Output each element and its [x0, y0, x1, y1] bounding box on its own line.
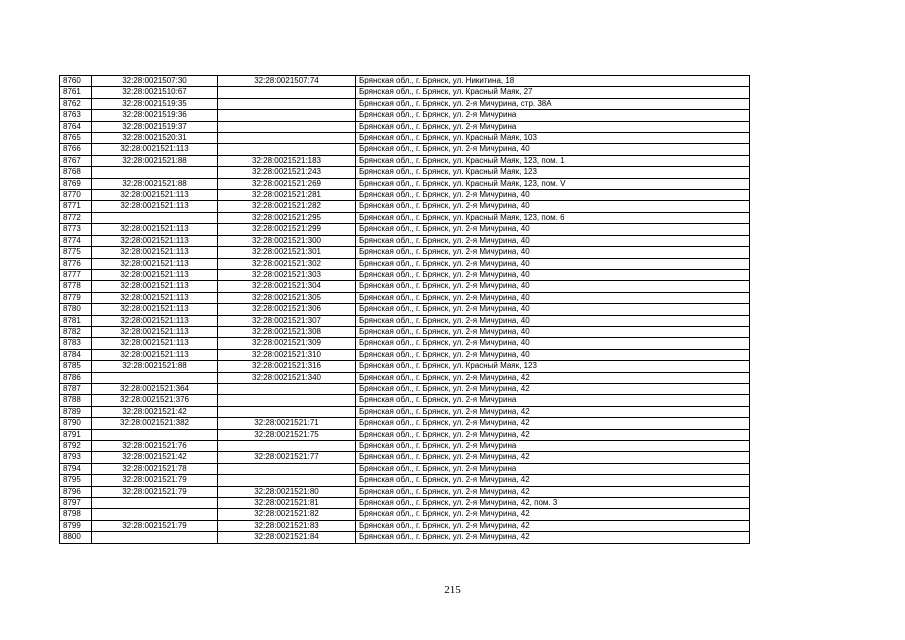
table-row: [60, 532, 750, 543]
row-number-cell: 8791: [60, 429, 92, 440]
building-cadastral-number-cell: 32:28:0021521:81: [218, 498, 356, 509]
address-cell: Брянская обл., г. Брянск, ул. 2-я Мичурина, 40: [356, 201, 750, 212]
row-number-cell: 8779: [60, 292, 92, 303]
parcel-cadastral-number-cell: 32:28:0021521:88: [92, 178, 218, 189]
table-row: [60, 178, 750, 189]
parcel-cadastral-number-cell: 32:28:0021521:113: [92, 190, 218, 201]
row-number-cell: 8771: [60, 201, 92, 212]
table-row: [60, 441, 750, 452]
row-number-cell: 8789: [60, 406, 92, 417]
building-cadastral-number-cell: 32:28:0021521:305: [218, 292, 356, 303]
row-number-cell: 8778: [60, 281, 92, 292]
parcel-cadastral-number-cell: 32:28:0021521:382: [92, 418, 218, 429]
building-cadastral-number-cell: [218, 133, 356, 144]
parcel-cadastral-number-cell: 32:28:0021521:364: [92, 383, 218, 394]
building-cadastral-number-cell: 32:28:0021521:340: [218, 372, 356, 383]
address-cell: Брянская обл., г. Брянск, ул. Красный Маяк, 27: [356, 87, 750, 98]
building-cadastral-number-cell: [218, 475, 356, 486]
address-cell: Брянская обл., г. Брянск, ул. Красный Маяк, 103: [356, 133, 750, 144]
table-row: [60, 315, 750, 326]
address-cell: Брянская обл., г. Брянск, ул. 2-я Мичурина, 40: [356, 258, 750, 269]
table-row: [60, 76, 750, 87]
parcel-cadastral-number-cell: 32:28:0021521:79: [92, 486, 218, 497]
building-cadastral-number-cell: 32:28:0021521:310: [218, 349, 356, 360]
parcel-cadastral-number-cell: 32:28:0021521:42: [92, 406, 218, 417]
address-cell: Брянская обл., г. Брянск, ул. Красный Маяк, 123, пом. 6: [356, 212, 750, 223]
table-row: [60, 383, 750, 394]
parcel-cadastral-number-cell: 32:28:0021521:113: [92, 269, 218, 280]
parcel-cadastral-number-cell: 32:28:0021521:113: [92, 224, 218, 235]
address-cell: Брянская обл., г. Брянск, ул. 2-я Мичурина, стр. 38А: [356, 98, 750, 109]
building-cadastral-number-cell: 32:28:0021521:75: [218, 429, 356, 440]
parcel-cadastral-number-cell: 32:28:0021521:113: [92, 144, 218, 155]
address-cell: Брянская обл., г. Брянск, ул. 2-я Мичурина, 40: [356, 269, 750, 280]
building-cadastral-number-cell: [218, 383, 356, 394]
parcel-cadastral-number-cell: 32:28:0021507:30: [92, 76, 218, 87]
address-cell: Брянская обл., г. Брянск, ул. 2-я Мичурина, 42: [356, 372, 750, 383]
row-number-cell: 8775: [60, 247, 92, 258]
row-number-cell: 8763: [60, 110, 92, 121]
registry-table: [59, 75, 750, 544]
table-row: [60, 349, 750, 360]
table-row: [60, 304, 750, 315]
table-row: [60, 372, 750, 383]
building-cadastral-number-cell: 32:28:0021521:83: [218, 520, 356, 531]
parcel-cadastral-number-cell: [92, 372, 218, 383]
parcel-cadastral-number-cell: 32:28:0021521:88: [92, 361, 218, 372]
address-cell: Брянская обл., г. Брянск, ул. Никитина, 18: [356, 76, 750, 87]
table-row: [60, 509, 750, 520]
building-cadastral-number-cell: [218, 110, 356, 121]
parcel-cadastral-number-cell: 32:28:0021521:76: [92, 441, 218, 452]
building-cadastral-number-cell: 32:28:0021507:74: [218, 76, 356, 87]
row-number-cell: 8783: [60, 338, 92, 349]
row-number-cell: 8780: [60, 304, 92, 315]
row-number-cell: 8782: [60, 326, 92, 337]
address-cell: Брянская обл., г. Брянск, ул. 2-я Мичурина, 40: [356, 235, 750, 246]
table-row: [60, 281, 750, 292]
building-cadastral-number-cell: 32:28:0021521:301: [218, 247, 356, 258]
building-cadastral-number-cell: 32:28:0021521:84: [218, 532, 356, 543]
table-row: [60, 269, 750, 280]
address-cell: Брянская обл., г. Брянск, ул. 2-я Мичурина, 40: [356, 315, 750, 326]
building-cadastral-number-cell: [218, 463, 356, 474]
table-row: [60, 155, 750, 166]
address-cell: Брянская обл., г. Брянск, ул. 2-я Мичурина, 42: [356, 532, 750, 543]
address-cell: Брянская обл., г. Брянск, ул. 2-я Мичурина: [356, 121, 750, 132]
address-cell: Брянская обл., г. Брянск, ул. 2-я Мичурина, 40: [356, 349, 750, 360]
table-row: [60, 475, 750, 486]
table-row: [60, 292, 750, 303]
address-cell: Брянская обл., г. Брянск, ул. 2-я Мичурина, 42: [356, 509, 750, 520]
parcel-cadastral-number-cell: 32:28:0021521:376: [92, 395, 218, 406]
building-cadastral-number-cell: 32:28:0021521:269: [218, 178, 356, 189]
table-row: [60, 201, 750, 212]
address-cell: Брянская обл., г. Брянск, ул. 2-я Мичурина: [356, 395, 750, 406]
address-cell: Брянская обл., г. Брянск, ул. 2-я Мичурина, 42: [356, 452, 750, 463]
table-row: [60, 87, 750, 98]
parcel-cadastral-number-cell: 32:28:0021521:113: [92, 292, 218, 303]
parcel-cadastral-number-cell: 32:28:0021521:113: [92, 304, 218, 315]
building-cadastral-number-cell: [218, 87, 356, 98]
address-cell: Брянская обл., г. Брянск, ул. Красный Маяк, 123, пом. V: [356, 178, 750, 189]
parcel-cadastral-number-cell: 32:28:0021521:79: [92, 520, 218, 531]
address-cell: Брянская обл., г. Брянск, ул. 2-я Мичурина, 40: [356, 281, 750, 292]
table-row: [60, 110, 750, 121]
table-row: [60, 235, 750, 246]
building-cadastral-number-cell: 32:28:0021521:80: [218, 486, 356, 497]
building-cadastral-number-cell: 32:28:0021521:77: [218, 452, 356, 463]
building-cadastral-number-cell: [218, 395, 356, 406]
table-row: [60, 258, 750, 269]
building-cadastral-number-cell: 32:28:0021521:71: [218, 418, 356, 429]
row-number-cell: 8795: [60, 475, 92, 486]
building-cadastral-number-cell: [218, 144, 356, 155]
table-row: [60, 98, 750, 109]
row-number-cell: 8761: [60, 87, 92, 98]
address-cell: Брянская обл., г. Брянск, ул. Красный Маяк, 123, пом. 1: [356, 155, 750, 166]
parcel-cadastral-number-cell: [92, 212, 218, 223]
parcel-cadastral-number-cell: [92, 532, 218, 543]
parcel-cadastral-number-cell: 32:28:0021519:36: [92, 110, 218, 121]
address-cell: Брянская обл., г. Брянск, ул. 2-я Мичурина, 40: [356, 224, 750, 235]
row-number-cell: 8765: [60, 133, 92, 144]
row-number-cell: 8794: [60, 463, 92, 474]
row-number-cell: 8792: [60, 441, 92, 452]
row-number-cell: 8767: [60, 155, 92, 166]
building-cadastral-number-cell: [218, 121, 356, 132]
row-number-cell: 8786: [60, 372, 92, 383]
parcel-cadastral-number-cell: 32:28:0021521:113: [92, 326, 218, 337]
building-cadastral-number-cell: 32:28:0021521:308: [218, 326, 356, 337]
row-number-cell: 8787: [60, 383, 92, 394]
address-cell: Брянская обл., г. Брянск, ул. Красный Маяк, 123: [356, 167, 750, 178]
address-cell: Брянская обл., г. Брянск, ул. 2-я Мичурина, 42: [356, 520, 750, 531]
row-number-cell: 8793: [60, 452, 92, 463]
address-cell: Брянская обл., г. Брянск, ул. 2-я Мичурина, 42: [356, 383, 750, 394]
parcel-cadastral-number-cell: 32:28:0021521:113: [92, 247, 218, 258]
row-number-cell: 8796: [60, 486, 92, 497]
address-cell: Брянская обл., г. Брянск, ул. 2-я Мичурина, 42: [356, 429, 750, 440]
parcel-cadastral-number-cell: [92, 429, 218, 440]
parcel-cadastral-number-cell: 32:28:0021521:78: [92, 463, 218, 474]
parcel-cadastral-number-cell: 32:28:0021521:113: [92, 315, 218, 326]
building-cadastral-number-cell: 32:28:0021521:82: [218, 509, 356, 520]
table-row: [60, 212, 750, 223]
table-row: [60, 452, 750, 463]
parcel-cadastral-number-cell: [92, 498, 218, 509]
table-row: [60, 326, 750, 337]
row-number-cell: 8772: [60, 212, 92, 223]
building-cadastral-number-cell: 32:28:0021521:302: [218, 258, 356, 269]
row-number-cell: 8766: [60, 144, 92, 155]
address-cell: Брянская обл., г. Брянск, ул. 2-я Мичурина, 40: [356, 190, 750, 201]
building-cadastral-number-cell: 32:28:0021521:281: [218, 190, 356, 201]
row-number-cell: 8764: [60, 121, 92, 132]
table-row: [60, 395, 750, 406]
address-cell: Брянская обл., г. Брянск, ул. 2-я Мичурина, 40: [356, 292, 750, 303]
row-number-cell: 8760: [60, 76, 92, 87]
row-number-cell: 8773: [60, 224, 92, 235]
address-cell: Брянская обл., г. Брянск, ул. 2-я Мичурина, 42: [356, 406, 750, 417]
parcel-cadastral-number-cell: 32:28:0021521:42: [92, 452, 218, 463]
address-cell: Брянская обл., г. Брянск, ул. 2-я Мичурина, 42, пом. 3: [356, 498, 750, 509]
building-cadastral-number-cell: 32:28:0021521:183: [218, 155, 356, 166]
row-number-cell: 8770: [60, 190, 92, 201]
parcel-cadastral-number-cell: 32:28:0021521:88: [92, 155, 218, 166]
building-cadastral-number-cell: 32:28:0021521:316: [218, 361, 356, 372]
building-cadastral-number-cell: 32:28:0021521:307: [218, 315, 356, 326]
row-number-cell: 8769: [60, 178, 92, 189]
building-cadastral-number-cell: [218, 441, 356, 452]
address-cell: Брянская обл., г. Брянск, ул. 2-я Мичурина, 40: [356, 304, 750, 315]
row-number-cell: 8800: [60, 532, 92, 543]
parcel-cadastral-number-cell: 32:28:0021521:113: [92, 281, 218, 292]
row-number-cell: 8785: [60, 361, 92, 372]
building-cadastral-number-cell: 32:28:0021521:303: [218, 269, 356, 280]
row-number-cell: 8774: [60, 235, 92, 246]
building-cadastral-number-cell: [218, 406, 356, 417]
table-row: [60, 361, 750, 372]
parcel-cadastral-number-cell: [92, 167, 218, 178]
parcel-cadastral-number-cell: 32:28:0021521:113: [92, 235, 218, 246]
building-cadastral-number-cell: 32:28:0021521:300: [218, 235, 356, 246]
parcel-cadastral-number-cell: 32:28:0021521:113: [92, 201, 218, 212]
building-cadastral-number-cell: 32:28:0021521:304: [218, 281, 356, 292]
table-row: [60, 463, 750, 474]
page-number: 215: [444, 584, 461, 596]
parcel-cadastral-number-cell: [92, 509, 218, 520]
table-row: [60, 190, 750, 201]
row-number-cell: 8762: [60, 98, 92, 109]
address-cell: Брянская обл., г. Брянск, ул. 2-я Мичурина: [356, 110, 750, 121]
row-number-cell: 8790: [60, 418, 92, 429]
parcel-cadastral-number-cell: 32:28:0021521:113: [92, 349, 218, 360]
table-row: [60, 338, 750, 349]
parcel-cadastral-number-cell: 32:28:0021521:113: [92, 338, 218, 349]
row-number-cell: 8797: [60, 498, 92, 509]
row-number-cell: 8784: [60, 349, 92, 360]
table-row: [60, 486, 750, 497]
row-number-cell: 8768: [60, 167, 92, 178]
building-cadastral-number-cell: 32:28:0021521:306: [218, 304, 356, 315]
address-cell: Брянская обл., г. Брянск, ул. 2-я Мичурина: [356, 441, 750, 452]
building-cadastral-number-cell: [218, 98, 356, 109]
table-row: [60, 520, 750, 531]
parcel-cadastral-number-cell: 32:28:0021519:35: [92, 98, 218, 109]
table-row: [60, 224, 750, 235]
address-cell: Брянская обл., г. Брянск, ул. 2-я Мичурина, 40: [356, 144, 750, 155]
row-number-cell: 8799: [60, 520, 92, 531]
table-row: [60, 406, 750, 417]
table-row: [60, 429, 750, 440]
address-cell: Брянская обл., г. Брянск, ул. 2-я Мичурина, 40: [356, 247, 750, 258]
table-row: [60, 121, 750, 132]
building-cadastral-number-cell: 32:28:0021521:309: [218, 338, 356, 349]
row-number-cell: 8788: [60, 395, 92, 406]
parcel-cadastral-number-cell: 32:28:0021521:79: [92, 475, 218, 486]
table-row: [60, 167, 750, 178]
building-cadastral-number-cell: 32:28:0021521:299: [218, 224, 356, 235]
building-cadastral-number-cell: 32:28:0021521:295: [218, 212, 356, 223]
table-row: [60, 133, 750, 144]
address-cell: Брянская обл., г. Брянск, ул. 2-я Мичурина, 40: [356, 338, 750, 349]
table-row: [60, 498, 750, 509]
table-row: [60, 247, 750, 258]
address-cell: Брянская обл., г. Брянск, ул. 2-я Мичурина, 42: [356, 486, 750, 497]
address-cell: Брянская обл., г. Брянск, ул. 2-я Мичурина, 42: [356, 418, 750, 429]
row-number-cell: 8777: [60, 269, 92, 280]
parcel-cadastral-number-cell: 32:28:0021520:31: [92, 133, 218, 144]
row-number-cell: 8776: [60, 258, 92, 269]
address-cell: Брянская обл., г. Брянск, ул. Красный Маяк, 123: [356, 361, 750, 372]
address-cell: Брянская обл., г. Брянск, ул. 2-я Мичурина: [356, 463, 750, 474]
address-cell: Брянская обл., г. Брянск, ул. 2-я Мичурина, 42: [356, 475, 750, 486]
building-cadastral-number-cell: 32:28:0021521:243: [218, 167, 356, 178]
parcel-cadastral-number-cell: 32:28:0021521:113: [92, 258, 218, 269]
parcel-cadastral-number-cell: 32:28:0021519:37: [92, 121, 218, 132]
table-row: [60, 418, 750, 429]
parcel-cadastral-number-cell: 32:28:0021510:67: [92, 87, 218, 98]
row-number-cell: 8781: [60, 315, 92, 326]
row-number-cell: 8798: [60, 509, 92, 520]
address-cell: Брянская обл., г. Брянск, ул. 2-я Мичурина, 40: [356, 326, 750, 337]
registry-table-body: [60, 76, 750, 544]
table-row: [60, 144, 750, 155]
building-cadastral-number-cell: 32:28:0021521:282: [218, 201, 356, 212]
